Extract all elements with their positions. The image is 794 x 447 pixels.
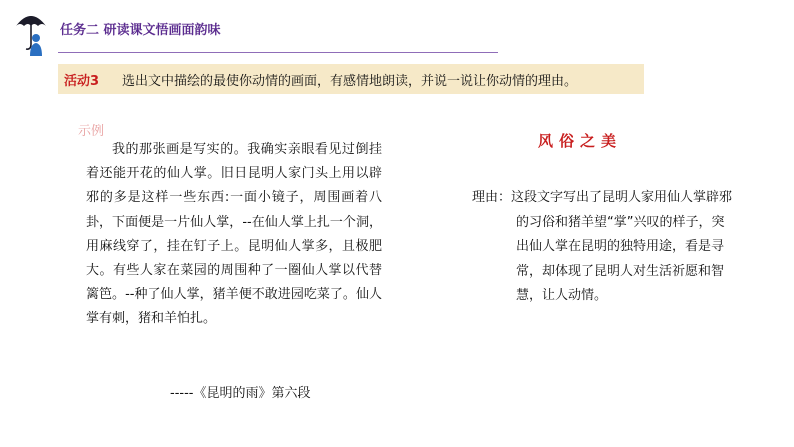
activity-banner <box>58 64 644 94</box>
reason-block <box>472 186 736 309</box>
page-title: 任务二 研读课文悟画面韵味 <box>60 23 221 38</box>
example-label: 示例 <box>78 124 105 139</box>
passage-text: 我的那张画是写实的。我确实亲眼看见过倒挂着还能开花的仙人掌。旧日昆明人家门头上用以辟邪的多是这样一些东西:一面小镜子，周围画着八卦，下面便是一片仙人掌，--在仙人掌上扎一个洞，用麻线穿了，挂在钉子上。昆明仙人掌多，且极肥大。有些人家在菜园的周围种了一圈仙人掌以代替篱笆。--种了仙人掌，猪羊便不敢进园吃菜了。仙人掌有刺，猪和羊怕扎。 <box>86 142 382 327</box>
header-divider <box>58 52 498 53</box>
reason-label: 理由： <box>472 190 512 205</box>
example-passage <box>86 138 382 332</box>
reason-text: 这段文字写出了昆明人家用仙人掌辟邪的习俗和猪羊望“掌”兴叹的样子，突出仙人掌在昆明的独特用途，看是寻常，却体现了昆明人对生活祈愿和智慧，让人动情。 <box>511 190 733 303</box>
passage-source: -----《昆明的雨》第六段 <box>170 386 311 401</box>
activity-label: 活动3 <box>64 73 100 89</box>
umbrella-logo-icon <box>14 10 48 58</box>
analysis-title: 风俗之美 <box>537 132 622 150</box>
activity-instruction: 选出文中描绘的最使你动情的画面，有感情地朗读，并说一说让你动情的理由。 <box>122 73 578 89</box>
